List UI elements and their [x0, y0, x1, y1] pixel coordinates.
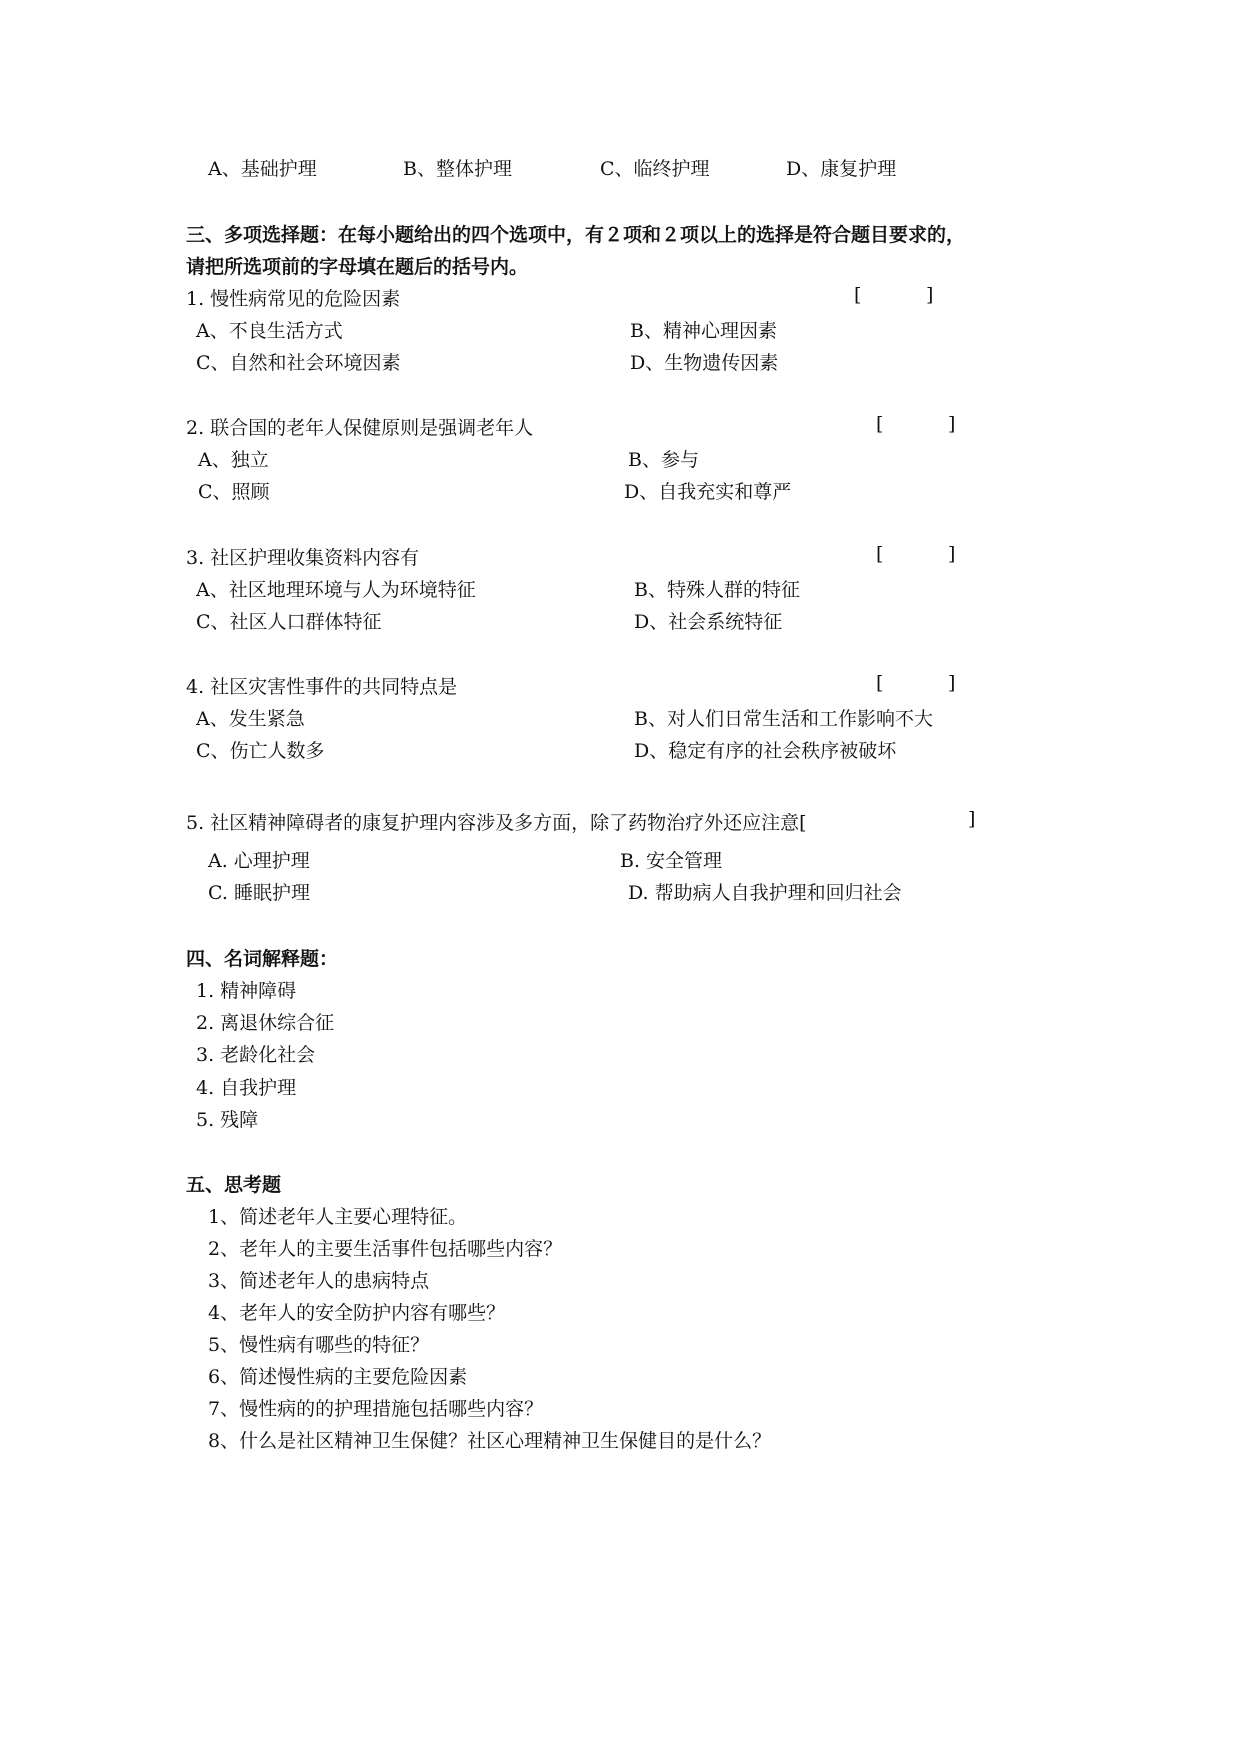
answer-bracket-open: [ — [876, 672, 884, 694]
option-c: C、自然和社会环境因素 — [196, 352, 401, 374]
option-a: A、不良生活方式 — [196, 320, 343, 342]
question-text: 2. 联合国的老年人保健原则是强调老年人 — [186, 417, 534, 439]
section5-heading: 五、思考题 — [186, 1174, 282, 1196]
option-b: B、特殊人群的特征 — [634, 579, 800, 601]
option-b: B、对人们日常生活和工作影响不大 — [634, 708, 933, 730]
answer-bracket-close: ] — [948, 672, 956, 694]
option-d: D、康复护理 — [786, 158, 897, 180]
option-a: A. 心理护理 — [208, 850, 310, 872]
answer-bracket-open: [ — [876, 543, 884, 565]
option-c: C、社区人口群体特征 — [196, 611, 382, 633]
term-item: 1. 精神障碍 — [196, 980, 297, 1002]
question-item: 6、简述慢性病的主要危险因素 — [208, 1366, 468, 1388]
question-item: 1、简述老年人主要心理特征。 — [208, 1206, 468, 1228]
option-d: D、稳定有序的社会秩序被破坏 — [634, 740, 897, 762]
answer-bracket-close: ] — [968, 808, 976, 830]
question-item: 3、简述老年人的患病特点 — [208, 1270, 430, 1292]
term-item: 4. 自我护理 — [196, 1077, 297, 1099]
question-text: 3. 社区护理收集资料内容有 — [186, 547, 420, 569]
section3-heading-line1: 三、多项选择题：在每小题给出的四个选项中，有２项和２项以上的选择是符合题目要求的， — [186, 224, 966, 246]
option-d: D、社会系统特征 — [634, 611, 783, 633]
term-item: 5. 残障 — [196, 1109, 259, 1131]
option-b: B、整体护理 — [403, 158, 512, 180]
question-text: 4. 社区灾害性事件的共同特点是 — [186, 676, 458, 698]
option-b: B. 安全管理 — [620, 850, 723, 872]
option-c: C、临终护理 — [600, 158, 710, 180]
answer-bracket-open: [ — [854, 284, 862, 306]
question-item: 2、老年人的主要生活事件包括哪些内容？ — [208, 1238, 563, 1260]
answer-bracket-close: ] — [926, 284, 934, 306]
option-d: D、生物遗传因素 — [630, 352, 779, 374]
answer-bracket-close: ] — [948, 543, 956, 565]
term-item: 3. 老龄化社会 — [196, 1044, 316, 1066]
section4-heading: 四、名词解释题： — [186, 948, 339, 970]
question-text: 5. 社区精神障碍者的康复护理内容涉及多方面，除了药物治疗外还应注意[ — [186, 812, 807, 834]
question-item: 7、慢性病的的护理措施包括哪些内容？ — [208, 1398, 544, 1420]
question-item: 5、慢性病有哪些的特征？ — [208, 1334, 430, 1356]
option-d: D. 帮助病人自我护理和回归社会 — [628, 882, 902, 904]
option-a: A、独立 — [198, 449, 269, 471]
option-a: A、社区地理环境与人为环境特征 — [196, 579, 476, 601]
option-c: C、照顾 — [198, 481, 270, 503]
question-item: 4、老年人的安全防护内容有哪些？ — [208, 1302, 506, 1324]
term-item: 2. 离退休综合征 — [196, 1012, 335, 1034]
question-text: 1. 慢性病常见的危险因素 — [186, 288, 401, 310]
section3-heading-line2: 请把所选项前的字母填在题后的括号内。 — [186, 256, 529, 278]
option-b: B、参与 — [628, 449, 699, 471]
option-a: A、基础护理 — [208, 158, 317, 180]
answer-bracket-close: ] — [948, 413, 956, 435]
answer-bracket-open: [ — [876, 413, 884, 435]
option-a: A、发生紧急 — [196, 708, 305, 730]
option-b: B、精神心理因素 — [630, 320, 777, 342]
option-c: C、伤亡人数多 — [196, 740, 325, 762]
option-d: D、自我充实和尊严 — [624, 481, 792, 503]
question-item: 8、什么是社区精神卫生保健？社区心理精神卫生保健目的是什么？ — [208, 1430, 772, 1452]
option-c: C. 睡眠护理 — [208, 882, 310, 904]
